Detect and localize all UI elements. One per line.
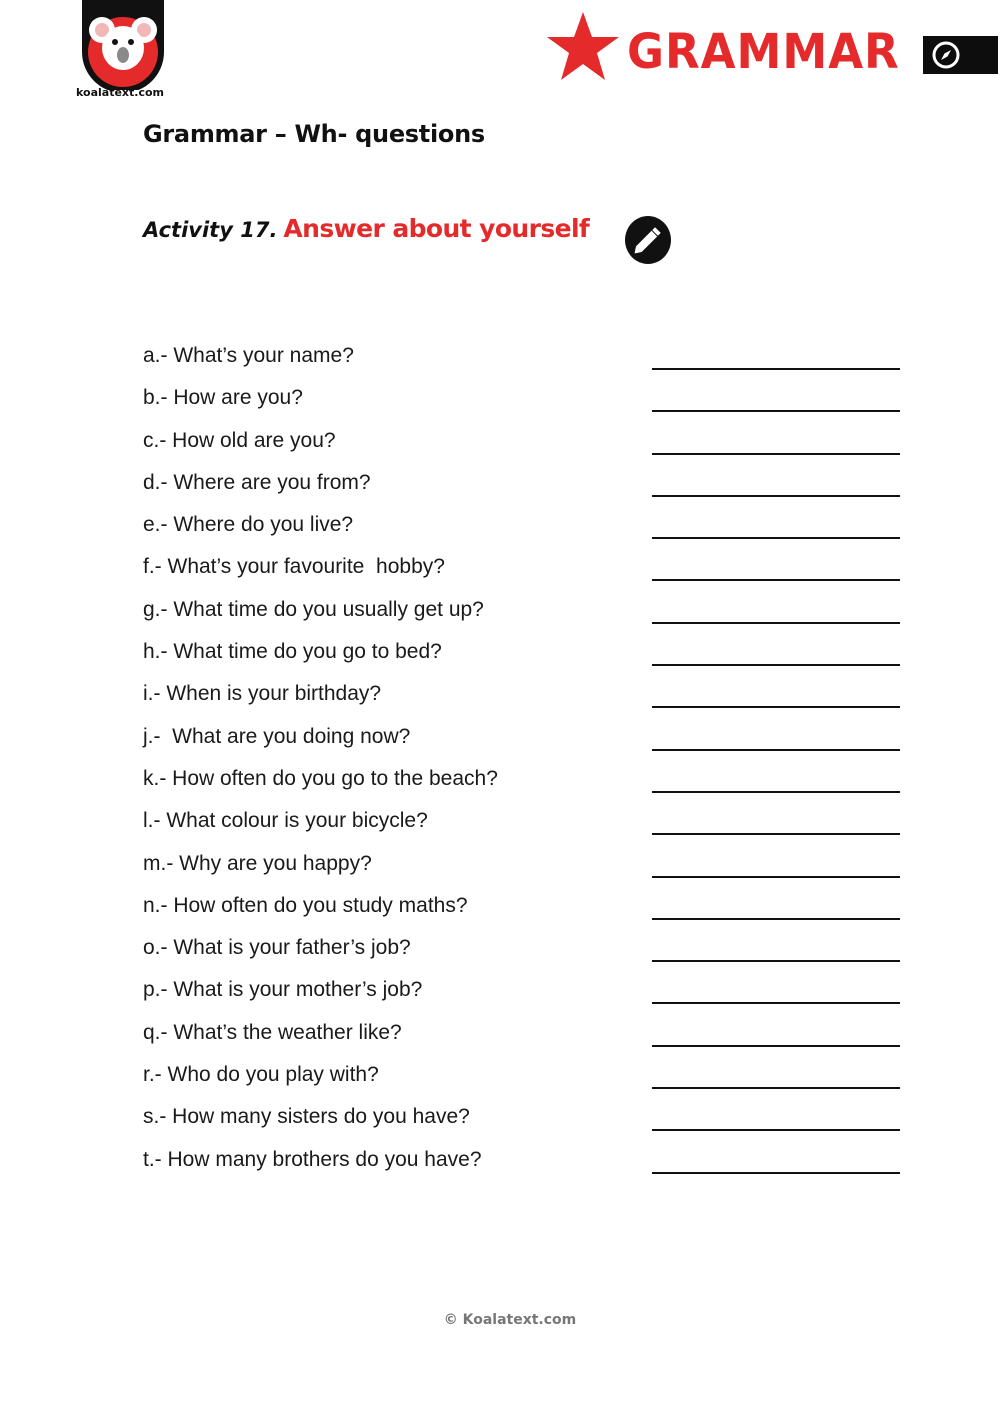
question-row bbox=[143, 721, 903, 763]
answer-line[interactable] bbox=[652, 1129, 900, 1131]
answer-line[interactable] bbox=[652, 791, 900, 793]
question-row bbox=[143, 467, 903, 509]
compass-icon bbox=[931, 40, 961, 70]
answer-line[interactable] bbox=[652, 537, 900, 539]
question-row bbox=[143, 1101, 903, 1143]
question-row bbox=[143, 425, 903, 467]
question-list bbox=[143, 340, 903, 1186]
question-text: e.- Where do you live? bbox=[143, 513, 354, 537]
question-row bbox=[143, 382, 903, 424]
footer-copyright: © Koalatext.com bbox=[443, 1312, 577, 1328]
answer-line[interactable] bbox=[652, 579, 900, 581]
logo-text: koalatext.com bbox=[76, 86, 164, 99]
question-row bbox=[143, 1144, 903, 1186]
activity-instruction: Answer about yourself bbox=[283, 214, 590, 243]
question-text: a.- What’s your name? bbox=[143, 344, 354, 367]
question-text: q.- What’s the weather like? bbox=[143, 1020, 402, 1044]
question-row bbox=[143, 763, 903, 805]
question-text: n.- How often do you study maths? bbox=[143, 893, 468, 917]
question-row bbox=[143, 509, 903, 551]
question-row bbox=[143, 932, 903, 974]
brand-badge bbox=[923, 36, 998, 74]
question-row bbox=[143, 551, 903, 593]
question-row bbox=[143, 678, 903, 720]
answer-line[interactable] bbox=[652, 1172, 900, 1174]
answer-line[interactable] bbox=[652, 1087, 900, 1089]
activity-heading bbox=[143, 214, 589, 243]
answer-line[interactable] bbox=[652, 918, 900, 920]
question-text: f.- What’s your favourite hobby? bbox=[143, 555, 445, 579]
brand-banner bbox=[545, 12, 1000, 82]
answer-line[interactable] bbox=[652, 453, 900, 455]
question-row bbox=[143, 974, 903, 1016]
answer-line[interactable] bbox=[652, 960, 900, 962]
question-row bbox=[143, 1059, 903, 1101]
question-text: l.- What colour is your bicycle? bbox=[143, 809, 428, 833]
question-row bbox=[143, 1017, 903, 1059]
answer-line[interactable] bbox=[652, 876, 900, 878]
question-text: j.- What are you doing now? bbox=[143, 724, 411, 748]
question-text: g.- What time do you usually get up? bbox=[143, 597, 484, 621]
question-text: d.- Where are you from? bbox=[143, 470, 371, 494]
koala-logo-icon bbox=[78, 0, 168, 100]
answer-line[interactable] bbox=[652, 706, 900, 708]
question-text: i.- When is your birthday? bbox=[143, 682, 382, 706]
question-text: o.- What is your father’s job? bbox=[143, 936, 411, 960]
question-text: s.- How many sisters do you have? bbox=[143, 1105, 470, 1129]
activity-number: Activity 17. bbox=[143, 218, 278, 242]
question-text: p.- What is your mother’s job? bbox=[143, 978, 423, 1002]
brand-word: GRAMMAR bbox=[627, 24, 900, 80]
star-icon bbox=[545, 12, 621, 82]
answer-line[interactable] bbox=[652, 410, 900, 412]
question-row bbox=[143, 890, 903, 932]
question-row bbox=[143, 340, 903, 382]
question-text: h.- What time do you go to bed? bbox=[143, 640, 442, 664]
question-text: t.- How many brothers do you have? bbox=[143, 1147, 482, 1171]
question-row bbox=[143, 594, 903, 636]
question-text: r.- Who do you play with? bbox=[143, 1063, 379, 1087]
answer-line[interactable] bbox=[652, 1045, 900, 1047]
question-text: k.- How often do you go to the beach? bbox=[143, 766, 498, 790]
pencil-icon bbox=[624, 215, 672, 265]
answer-line[interactable] bbox=[652, 749, 900, 751]
answer-line[interactable] bbox=[652, 833, 900, 835]
answer-line[interactable] bbox=[652, 495, 900, 497]
question-text: b.- How are you? bbox=[143, 386, 303, 410]
page-title: Grammar – Wh- questions bbox=[143, 120, 485, 148]
question-row bbox=[143, 636, 903, 678]
question-text: m.- Why are you happy? bbox=[143, 851, 372, 875]
answer-line[interactable] bbox=[652, 1002, 900, 1004]
question-row bbox=[143, 805, 903, 847]
question-text: c.- How old are you? bbox=[143, 428, 336, 452]
answer-line[interactable] bbox=[652, 622, 900, 624]
question-row bbox=[143, 848, 903, 890]
answer-line[interactable] bbox=[652, 368, 900, 370]
answer-line[interactable] bbox=[652, 664, 900, 666]
